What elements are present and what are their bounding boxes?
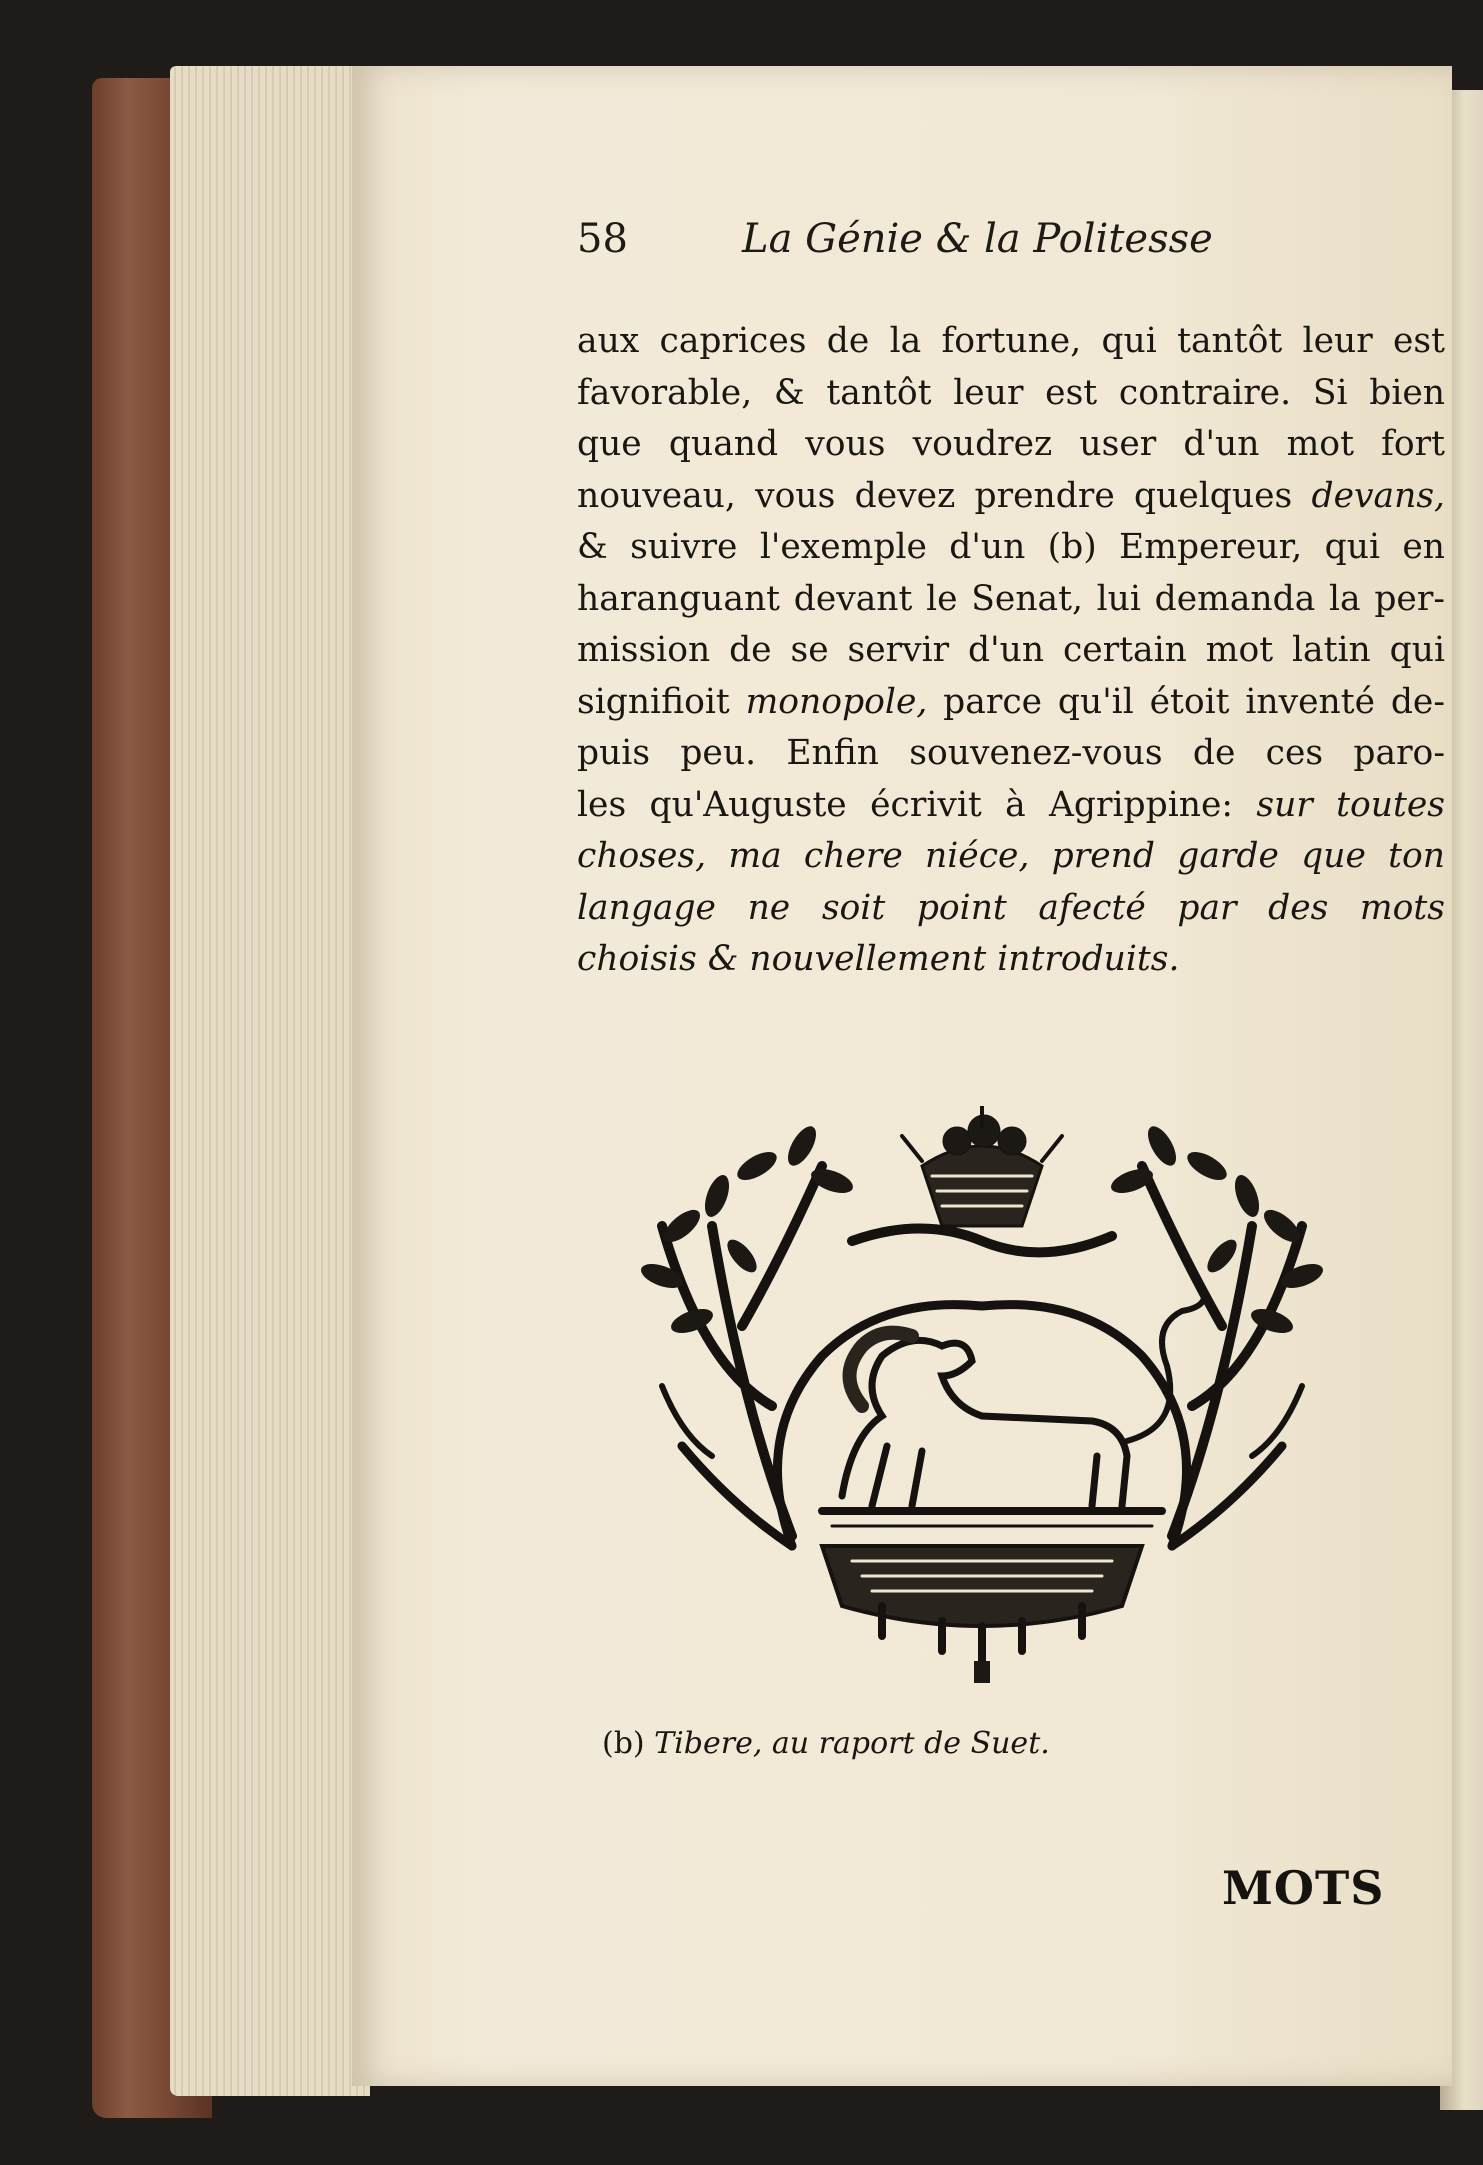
footnote-text: Tibere, au raport de Suet. [654, 1726, 1050, 1761]
footnote [602, 1726, 1202, 1761]
italic-text: choses, ma chere niéce, prend garde que ton [577, 836, 1445, 876]
italic-text: sur toutes [1256, 784, 1445, 825]
roman-text: mission de se servir d'un certain mot latin qui [577, 630, 1445, 670]
italic-text: monopole, [745, 681, 928, 722]
show-through [512, 996, 1472, 1052]
roman-text: signifioit [577, 681, 746, 722]
text-line [577, 677, 1445, 729]
text-line [577, 419, 1445, 471]
roman-text: haranguant devant le Senat, lui demanda la per- [577, 578, 1445, 619]
body-text [577, 316, 1445, 986]
text-line [577, 471, 1445, 523]
footnote-marker: (b) [602, 1726, 645, 1761]
roman-text: parce qu'il étoit inventé de- [927, 681, 1445, 722]
page-number: 58 [577, 216, 628, 262]
text-line [577, 780, 1445, 832]
lion-ornament-icon [622, 1106, 1342, 1686]
roman-text: aux caprices de la fortune, qui tantôt leur est [577, 321, 1445, 361]
text-line [577, 625, 1445, 677]
italic-text: devans, [1311, 475, 1445, 516]
catchword: MOTS [1222, 1861, 1385, 1915]
text-line [577, 522, 1445, 574]
running-title: La Génie & la Politesse [742, 216, 1213, 262]
roman-text: puis peu. Enfin souvenez-vous de ces paro- [577, 733, 1445, 773]
text-line [577, 574, 1445, 626]
roman-text: favorable, & tantôt leur est contraire. Si bien [577, 372, 1445, 413]
roman-text: les qu'Auguste écrivit à Agrippine: [577, 784, 1257, 825]
page-header [577, 216, 1217, 276]
roman-text: nouveau, vous devez prendre quelques [577, 475, 1312, 516]
book-page [352, 66, 1452, 2086]
text-line [577, 368, 1445, 420]
roman-text: que quand vous voudrez user d'un mot fort [577, 424, 1445, 464]
text-line [577, 883, 1445, 935]
page-edges [170, 66, 370, 2096]
text-line [577, 934, 1445, 986]
text-line [577, 728, 1445, 780]
italic-text: langage ne soit point afecté par des mots [577, 887, 1445, 928]
text-line [577, 316, 1445, 368]
roman-text: & suivre l'exemple d'un (b) Empereur, qui en [577, 527, 1445, 567]
italic-text: choisis & nouvellement introduits. [577, 939, 1180, 979]
text-line [577, 831, 1445, 883]
